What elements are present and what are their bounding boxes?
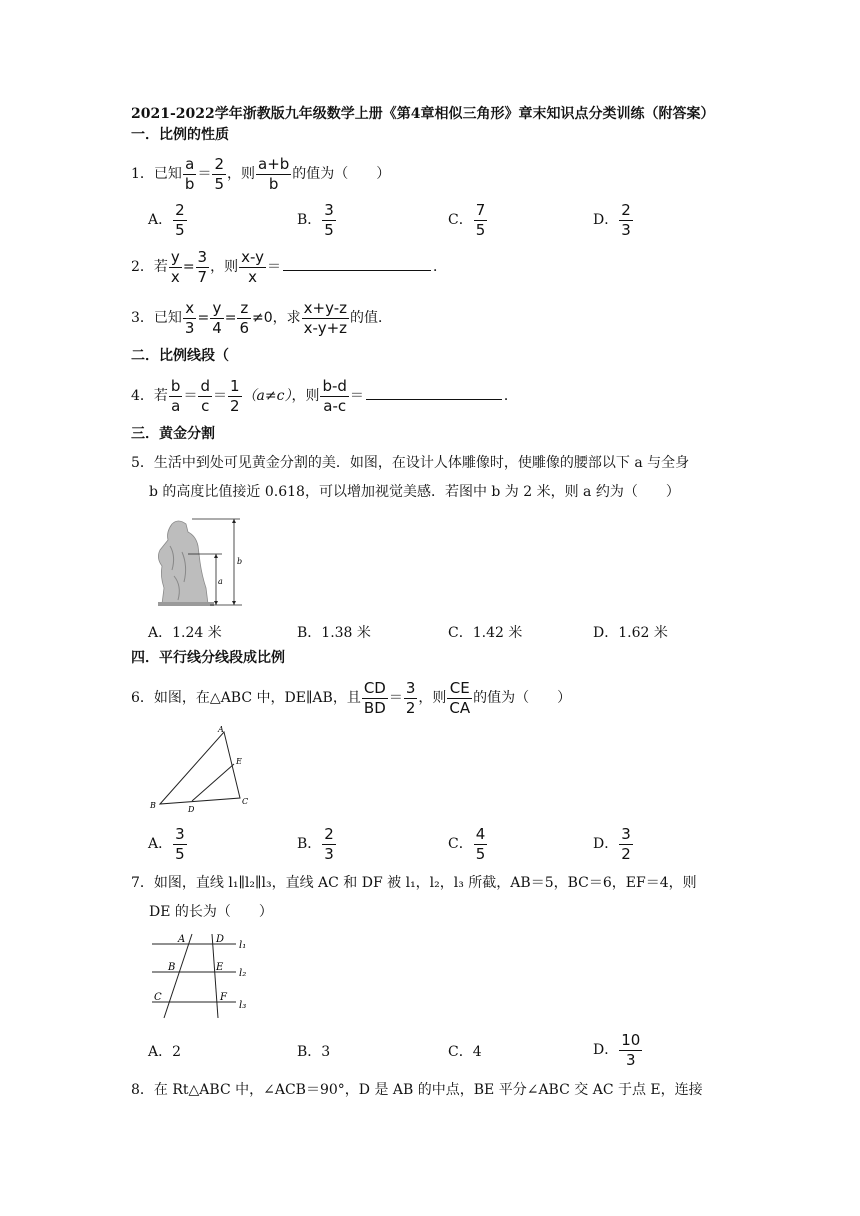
point-a-label: A	[178, 934, 186, 945]
section-heading-1: 一．比例的性质	[131, 127, 229, 143]
fraction: $\frac{x-y}{x}$	[241, 248, 264, 286]
question-number: 6．	[131, 690, 154, 706]
text: ≠0	[252, 310, 273, 326]
question-7-line-2: DE 的长为（ ）	[149, 904, 273, 920]
fraction: $\frac{d}{c}$	[200, 377, 210, 415]
option-b[interactable]: B．1.38 米	[297, 625, 371, 641]
point-e-label: E	[216, 962, 224, 973]
answer-blank[interactable]	[283, 258, 431, 271]
section-heading-3: 三．黄金分割	[131, 426, 215, 442]
option-a[interactable]: A．1.24 米	[148, 625, 222, 641]
text: 如图，在△ABC 中，DE∥AB，且	[153, 690, 361, 706]
question-number: 2．	[131, 259, 154, 275]
page-title: 2021-2022学年浙教版九年级数学上册《第4章相似三角形》章末知识点分类训练（附答案）	[131, 106, 715, 122]
fraction: $\frac{CD}{BD}$	[363, 679, 386, 717]
fraction: $\frac{1}{2}$	[229, 377, 240, 415]
text: ＝	[388, 690, 403, 706]
text: ．	[433, 259, 447, 275]
line-l2-label: l₂	[239, 968, 247, 979]
question-number: 7．	[131, 875, 154, 891]
fraction-expression: $\frac{a+b}{b}$	[258, 155, 290, 193]
text: ，则	[227, 166, 255, 182]
question-7-line-1	[131, 876, 697, 890]
statue-figure	[152, 516, 252, 608]
text: ，则	[210, 259, 239, 275]
answer-blank[interactable]	[366, 387, 502, 400]
option-b[interactable]: B． $\frac{3}{5}$	[297, 201, 334, 239]
question-4	[131, 378, 518, 414]
text: ＝	[349, 388, 364, 404]
fraction: $\frac{y}{4}$	[212, 299, 222, 337]
option-a[interactable]: A． $\frac{3}{5}$	[148, 825, 185, 863]
text: ＝	[212, 388, 227, 404]
question-number: 1．	[131, 166, 154, 182]
fraction: $\frac{3}{7}$	[197, 248, 208, 286]
option-c[interactable]: C． $\frac{4}{5}$	[448, 825, 486, 863]
text: =	[197, 310, 210, 326]
question-5-line-1	[131, 456, 689, 470]
text: ＝	[197, 166, 212, 182]
text: ，则	[291, 388, 320, 404]
option-d[interactable]: D． $\frac{10}{3}$	[593, 1031, 641, 1069]
point-d-label: D	[188, 805, 195, 814]
question-2	[131, 249, 447, 285]
vertex-c-label: C	[242, 797, 249, 806]
question-number: 5．	[131, 455, 154, 471]
question-number: 4．	[131, 388, 154, 404]
parallel-lines-figure	[148, 930, 258, 1020]
fraction-2-over-5: $\frac{2}{5}$	[214, 155, 224, 193]
vertex-b-label: B	[150, 801, 156, 810]
text: 若	[153, 259, 168, 275]
option-d[interactable]: D． $\frac{2}{3}$	[593, 201, 631, 239]
text: 如图，直线 l₁∥l₂∥l₃，直线 AC 和 DF 被 l₁，l₂，l₃ 所截，AB＝5，BC＝6，EF＝4，则	[153, 875, 697, 891]
line-l3-label: l₃	[239, 1000, 247, 1011]
text: 在 Rt△ABC 中，∠ACB＝90°，D 是 AB 的中点，BE 平分∠ABC 交 AC 于点 E，连接	[153, 1082, 703, 1098]
question-6	[131, 680, 571, 716]
text: ＝	[267, 259, 281, 275]
fraction: $\frac{3}{2}$	[405, 679, 416, 717]
line-l1-label: l₁	[239, 940, 247, 951]
fraction: $\frac{z}{6}$	[239, 299, 250, 337]
point-d-label: D	[216, 934, 225, 945]
option-c[interactable]: C． $\frac{7}{5}$	[448, 201, 486, 239]
option-d[interactable]: D．1.62 米	[593, 625, 668, 641]
text: 已知	[153, 166, 182, 182]
fraction: $\frac{b-d}{a-c}$	[322, 377, 347, 415]
fraction-a-over-b: $\frac{a}{b}$	[184, 155, 195, 193]
text: =	[182, 259, 195, 275]
option-c[interactable]: C．1.42 米	[448, 625, 523, 641]
fraction: $\frac{b}{a}$	[170, 377, 181, 415]
fraction: $\frac{CE}{CA}$	[449, 679, 471, 717]
text: ＝	[183, 388, 198, 404]
question-5-line-2: b 的高度比值接近 0.618，可以增加视觉美感．若图中 b 为 2 米，则 a 约为（ ）	[149, 484, 680, 500]
section-heading-2: 二．比例线段（	[131, 348, 229, 364]
option-a[interactable]: A． $\frac{2}{5}$	[148, 201, 185, 239]
option-d[interactable]: D． $\frac{3}{2}$	[593, 825, 631, 863]
question-number: 3．	[131, 310, 154, 326]
option-b[interactable]: B． $\frac{2}{3}$	[297, 825, 334, 863]
fraction: $\frac{y}{x}$	[170, 248, 180, 286]
section-heading-4: 四．平行线分线段成比例	[131, 650, 285, 666]
text: ．	[503, 388, 518, 404]
text: =	[224, 310, 237, 326]
option-c[interactable]: C．4	[448, 1044, 482, 1060]
text: ，则	[418, 690, 447, 706]
condition: （a≠c）	[242, 388, 292, 404]
question-1	[131, 156, 390, 192]
point-e-label: E	[236, 757, 242, 766]
text: ，求	[272, 310, 301, 326]
point-f-label: F	[220, 992, 227, 1003]
point-b-label: B	[168, 962, 176, 973]
text: 若	[153, 388, 168, 404]
label-a: a	[218, 577, 223, 586]
point-c-label: C	[154, 992, 162, 1003]
vertex-a-label: A	[218, 725, 224, 734]
label-b: b	[237, 557, 243, 566]
question-8-line-1	[131, 1083, 703, 1097]
text: 已知	[153, 310, 182, 326]
fraction: $\frac{x+y-z}{x-y+z}$	[303, 299, 348, 337]
text: 的值．	[350, 310, 393, 326]
question-number: 8．	[131, 1082, 154, 1098]
text: 的值为（ ）	[473, 690, 572, 706]
text: 生活中到处可见黄金分割的美．如图，在设计人体雕像时，使雕像的腰部以下 a 与全身	[153, 455, 690, 471]
triangle-figure	[146, 724, 252, 814]
question-3	[131, 300, 392, 336]
text: 的值为（ ）	[292, 166, 391, 182]
option-a[interactable]: A．2	[148, 1044, 182, 1060]
option-b[interactable]: B．3	[297, 1044, 331, 1060]
fraction: $\frac{x}{3}$	[184, 299, 195, 337]
